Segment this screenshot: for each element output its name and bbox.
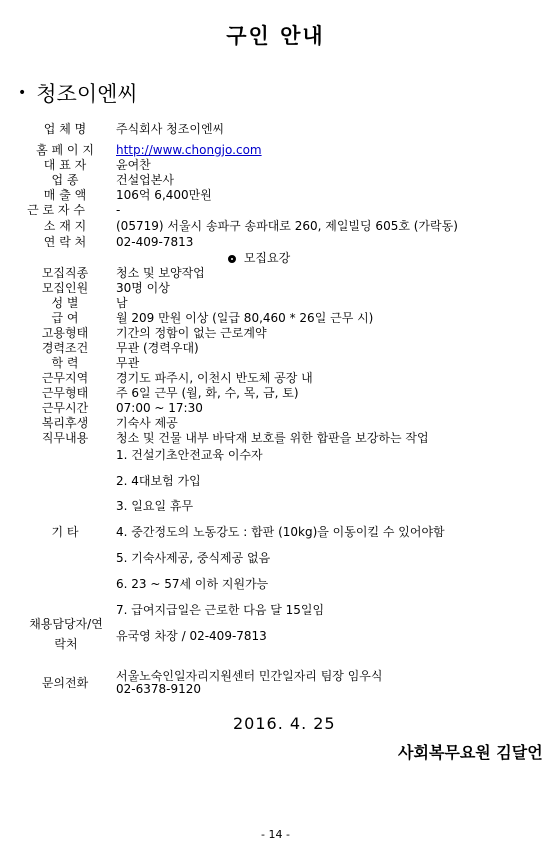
- info-value: 건설업본사: [116, 173, 174, 187]
- etc-label: 기 타: [51, 525, 79, 539]
- recruit-row: [0, 400, 551, 416]
- recruit-label: 학 력: [51, 356, 79, 370]
- recruit-row: [0, 280, 551, 296]
- signer-name: 사회복무요원 김달언: [398, 743, 543, 762]
- inquiry-line2: 02-6378-9120: [116, 682, 202, 696]
- recruit-value: 남: [116, 296, 128, 310]
- page-title: 구인 안내: [226, 24, 325, 48]
- info-value: (05719) 서울시 송파구 송파대로 260, 제일빌딩 605호 (가락동): [116, 219, 458, 233]
- inquiry-line1: 서울노숙인일자리지원센터 민간일자리 팀장 임우식: [116, 669, 383, 683]
- recruit-row: [0, 340, 551, 356]
- recruit-row: [0, 355, 551, 371]
- document-date: 2016. 4. 25: [233, 714, 336, 733]
- circle-bullet-icon: [228, 255, 236, 263]
- etc-item: 1. 건설기초안전교육 이수자: [116, 448, 263, 462]
- bullet-icon: •: [18, 85, 27, 101]
- etc-item: 5. 기숙사제공, 중식제공 없음: [116, 551, 271, 565]
- info-value: 106억 6,400만원: [116, 188, 212, 202]
- recruit-value: 주 6일 근무 (월, 화, 수, 목, 금, 토): [116, 386, 299, 400]
- info-label: 업 종: [51, 173, 79, 187]
- info-row: [0, 142, 551, 158]
- info-row: [0, 187, 551, 203]
- section-title-text: 모집요강: [243, 251, 291, 265]
- recruit-value: 기간의 정함이 없는 근로계약: [116, 326, 267, 340]
- recruit-label: 복리후생: [41, 416, 89, 430]
- company-heading: [18, 78, 138, 108]
- recruit-label: 경력조건: [41, 341, 89, 355]
- manager-label-line1: 채용담당자/연: [29, 617, 103, 631]
- manager-value: 유국영 차장 / 02-409-7813: [116, 629, 267, 643]
- recruit-row: [0, 415, 551, 431]
- recruit-label: 성 별: [51, 296, 79, 310]
- etc-item: 6. 23 ~ 57세 이하 지원가능: [116, 577, 269, 591]
- info-value: 윤여찬: [116, 158, 151, 172]
- recruit-label: 근무시간: [41, 401, 89, 415]
- etc-item: 2. 4대보험 가입: [116, 474, 201, 488]
- info-label: 대 표 자: [43, 158, 87, 172]
- info-row: [0, 121, 551, 137]
- recruit-label: 근무형태: [41, 386, 89, 400]
- recruit-value: 07:00 ~ 17:30: [116, 401, 203, 415]
- recruit-value: 경기도 파주시, 이천시 반도체 공장 내: [116, 371, 313, 385]
- recruit-label: 모집직종: [41, 266, 89, 280]
- recruit-row: [0, 325, 551, 341]
- etc-item: 4. 중간정도의 노동강도 : 합판 (10kg)을 이동이킬 수 있어야함: [116, 525, 445, 539]
- recruit-row: [0, 265, 551, 281]
- recruit-value: 무관 (경력우대): [116, 341, 199, 355]
- recruit-value: 기숙사 제공: [116, 416, 178, 430]
- recruit-value: 30명 이상: [116, 281, 170, 295]
- info-row: [0, 157, 551, 173]
- section-title: [228, 249, 290, 266]
- recruit-value: 무관: [116, 356, 140, 370]
- info-value: 주식회사 청조이엔씨: [116, 122, 225, 136]
- recruit-row: [0, 295, 551, 311]
- page-number: - 14 -: [261, 828, 290, 841]
- recruit-value: 청소 및 건물 내부 바닥재 보호를 위한 합판을 보강하는 작업: [116, 431, 429, 445]
- recruit-label: 모집인원: [41, 281, 89, 295]
- info-label: 연 락 처: [43, 235, 87, 249]
- info-row: [0, 172, 551, 188]
- inquiry-label: 문의전화: [41, 676, 89, 690]
- info-value: 02-409-7813: [116, 235, 194, 249]
- info-label: 근 로 자 수: [27, 203, 85, 217]
- recruit-row: [0, 310, 551, 326]
- recruit-label: 고용형태: [41, 326, 89, 340]
- recruit-label: 근무지역: [41, 371, 89, 385]
- info-label: 홈 페 이 지: [36, 143, 94, 157]
- info-value: -: [116, 203, 121, 217]
- recruit-row: [0, 370, 551, 386]
- recruit-row: [0, 430, 551, 446]
- recruit-value: 월 209 만원 이상 (일급 80,460 * 26일 근무 시): [116, 311, 374, 325]
- manager-label-line2: 락처: [54, 637, 78, 651]
- manager-label: [16, 614, 116, 654]
- recruit-row: [0, 385, 551, 401]
- etc-item: 3. 일요일 휴무: [116, 499, 194, 513]
- info-row: [0, 218, 551, 234]
- recruit-value: 청소 및 보양작업: [116, 266, 205, 280]
- recruit-label: 급 여: [51, 311, 79, 325]
- info-label: 소 재 지: [43, 219, 87, 233]
- etc-item: 7. 급여지급일은 근로한 다음 달 15일임: [116, 603, 325, 617]
- info-label: 매 출 액: [43, 188, 87, 202]
- company-name: 청조이엔씨: [36, 82, 138, 106]
- info-row: [0, 202, 551, 218]
- recruit-label: 직무내용: [41, 431, 89, 445]
- homepage-link[interactable]: http://www.chongjo.com: [116, 143, 262, 157]
- info-row: [0, 234, 551, 250]
- info-label: 업 체 명: [43, 122, 87, 136]
